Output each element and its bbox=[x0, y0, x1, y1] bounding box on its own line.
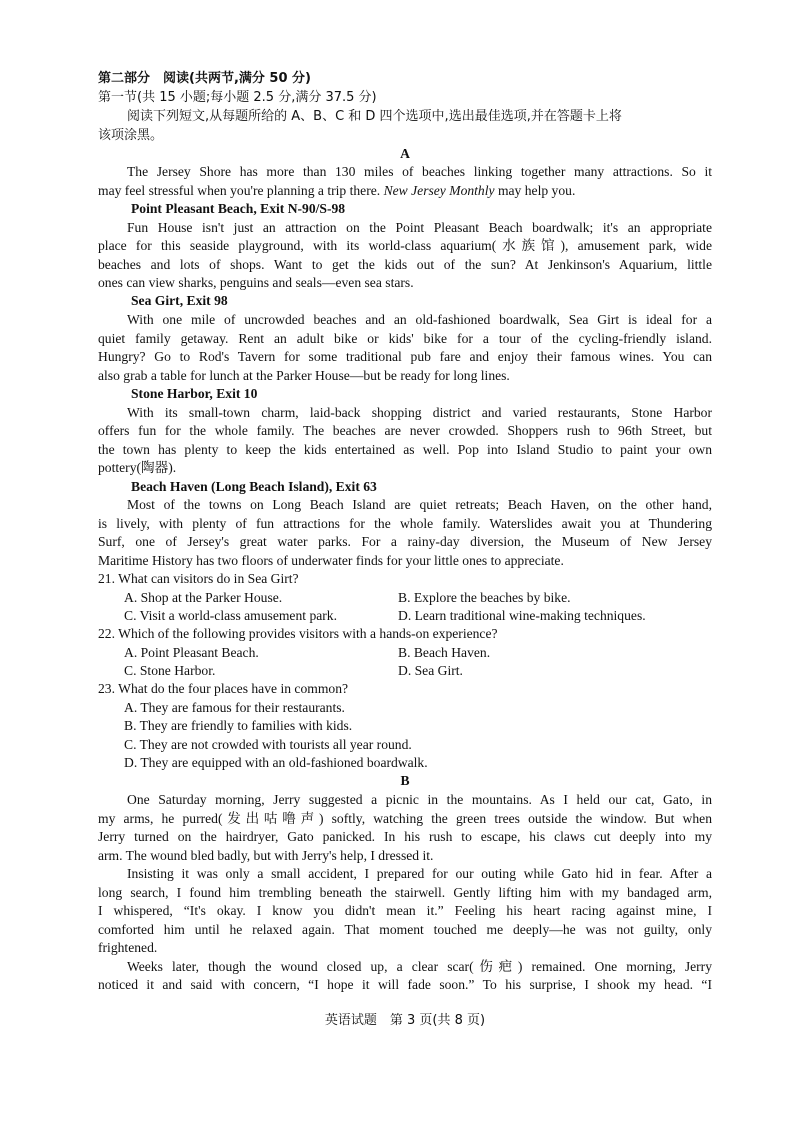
question-21-option-a[interactable]: A. Shop at the Parker House. bbox=[124, 590, 283, 605]
question-21-option-d[interactable]: D. Learn traditional wine-making techniques. bbox=[398, 608, 646, 623]
paragraph-line: pottery(陶器). bbox=[98, 460, 177, 475]
question-22-option-b[interactable]: B. Beach Haven. bbox=[398, 645, 491, 660]
paragraph-line: also grab a table for lunch at the Parker House—but be ready for long lines. bbox=[98, 368, 510, 383]
paragraph-line: Most of the towns on Long Beach Island are quiet retreats; Beach Haven, on the other hand, bbox=[127, 497, 712, 512]
paragraph-line: offers fun for the whole family. The beaches are never crowded. Shoppers rush to 96th Street, but bbox=[98, 423, 712, 438]
paragraph-line: One Saturday morning, Jerry suggested a picnic in the mountains. As I held our cat, Gato, in bbox=[127, 792, 712, 807]
part-title: 第二部分 阅读(共两节,满分 50 分) bbox=[98, 71, 311, 86]
magazine-title: New Jersey Monthly bbox=[383, 183, 495, 198]
question-22-stem: 22. Which of the following provides visitors with a hands-on experience? bbox=[98, 626, 498, 641]
paragraph-line: Hungry? Go to Rod's Tavern for some traditional pub fare and enjoy their famous wines. You can bbox=[98, 349, 712, 364]
paragraph-line: beaches and lots of shops. Want to get the kids out of the sun? At Jenkinson's Aquarium, little bbox=[98, 257, 712, 272]
question-22-option-c[interactable]: C. Stone Harbor. bbox=[124, 663, 216, 678]
passage-a-label: A bbox=[400, 146, 410, 161]
section-heading-beach-haven: Beach Haven (Long Beach Island), Exit 63 bbox=[131, 479, 377, 494]
question-23-option-c[interactable]: C. They are not crowded with tourists all year round. bbox=[124, 737, 412, 752]
paragraph-line: Surf, one of Jersey's great water parks. For a rainy-day diversion, the Museum of New Jersey bbox=[98, 534, 712, 549]
question-23-option-d[interactable]: D. They are equipped with an old-fashioned boardwalk. bbox=[124, 755, 428, 770]
question-21-option-b[interactable]: B. Explore the beaches by bike. bbox=[398, 590, 571, 605]
passage-a-intro-2: may feel stressful when you're planning a trip there. New Jersey Monthly may help you. bbox=[98, 183, 576, 198]
paragraph-line: comforted him until he relaxed again. That moment touched me deeply—he was not guilty, only bbox=[98, 922, 712, 937]
question-21-option-c[interactable]: C. Visit a world-class amusement park. bbox=[124, 608, 337, 623]
paragraph-line: With one mile of uncrowded beaches and an old-fashioned boardwalk, Sea Girt is ideal for a bbox=[127, 312, 712, 327]
paragraph-line: long search, I found him trembling beneath the stairwell. Gently lifting him with my bandaged arm, bbox=[98, 885, 712, 900]
question-22-option-a[interactable]: A. Point Pleasant Beach. bbox=[124, 645, 259, 660]
section-heading-point-pleasant: Point Pleasant Beach, Exit N-90/S-98 bbox=[131, 201, 346, 216]
page-footer: 英语试题 第 3 页(共 8 页) bbox=[324, 1013, 486, 1028]
paragraph-line: Maritime History has two floors of underwater finds for your little ones to appreciate. bbox=[98, 553, 564, 568]
passage-b-label: B bbox=[400, 773, 410, 788]
question-23-option-b[interactable]: B. They are friendly to families with kids. bbox=[124, 718, 353, 733]
instruction-line-2: 该项涂黑。 bbox=[98, 128, 164, 143]
section-title: 第一节(共 15 小题;每小题 2.5 分,满分 37.5 分) bbox=[98, 90, 377, 105]
paragraph-line: is lively, with plenty of fun attractions for the whole family. Waterslides await you at Thundering bbox=[98, 516, 712, 531]
paragraph-line: frightened. bbox=[98, 940, 158, 955]
paragraph-line: ones can view sharks, penguins and seals—even sea stars. bbox=[98, 275, 414, 290]
instruction-line-1: 阅读下列短文,从每题所给的 A、B、C 和 D 四个选项中,选出最佳选项,并在答题卡上将 bbox=[127, 109, 622, 124]
paragraph-line: I whispered, “It's okay. I know you didn't mean it.” Feeling his heart racing against mine, I bbox=[98, 903, 712, 918]
paragraph-line: the town has plenty to keep the kids entertained as well. Pop into Island Studio to paint your own bbox=[98, 442, 712, 457]
paragraph-line: my arms, he purred(发出咕噜声) softly, watching the green trees outside the window. But when bbox=[98, 811, 712, 826]
paragraph-line: Fun House isn't just an attraction on the Point Pleasant Beach boardwalk; it's an appropriate bbox=[127, 220, 712, 235]
paragraph-line: With its small-town charm, laid-back shopping district and varied restaurants, Stone Harbor bbox=[127, 405, 712, 420]
question-22-option-d[interactable]: D. Sea Girt. bbox=[398, 663, 463, 678]
paragraph-line: place for this seaside playground, with its world-class aquarium(水族馆), amusement park, wide bbox=[98, 238, 712, 253]
section-heading-sea-girt: Sea Girt, Exit 98 bbox=[131, 293, 228, 308]
question-21-stem: 21. What can visitors do in Sea Girt? bbox=[98, 571, 299, 586]
question-23-option-a[interactable]: A. They are famous for their restaurants. bbox=[124, 700, 345, 715]
passage-a-intro-1: The Jersey Shore has more than 130 miles of beaches linking together many attractions. So it bbox=[127, 164, 712, 179]
paragraph-line: quiet family getaway. Rent an adult bike or kids' bike for a tour of the cycling-friendly island. bbox=[98, 331, 712, 346]
section-heading-stone-harbor: Stone Harbor, Exit 10 bbox=[131, 386, 258, 401]
paragraph-line: arm. The wound bled badly, but with Jerry's help, I dressed it. bbox=[98, 848, 434, 863]
paragraph-line: Insisting it was only a small accident, I prepared for our outing while Gato hid in fear. After a bbox=[127, 866, 712, 881]
paragraph-line: noticed it and said with concern, “I hope it will fade soon.” To his surprise, I shook my head. “I bbox=[98, 977, 712, 992]
question-23-stem: 23. What do the four places have in common? bbox=[98, 681, 349, 696]
paragraph-line: Jerry turned on the hairdryer, Gato panicked. In his rush to escape, his claws cut deeply into my bbox=[98, 829, 712, 844]
paragraph-line: Weeks later, though the wound closed up, a clear scar(伤疤) remained. One morning, Jerry bbox=[127, 959, 712, 974]
